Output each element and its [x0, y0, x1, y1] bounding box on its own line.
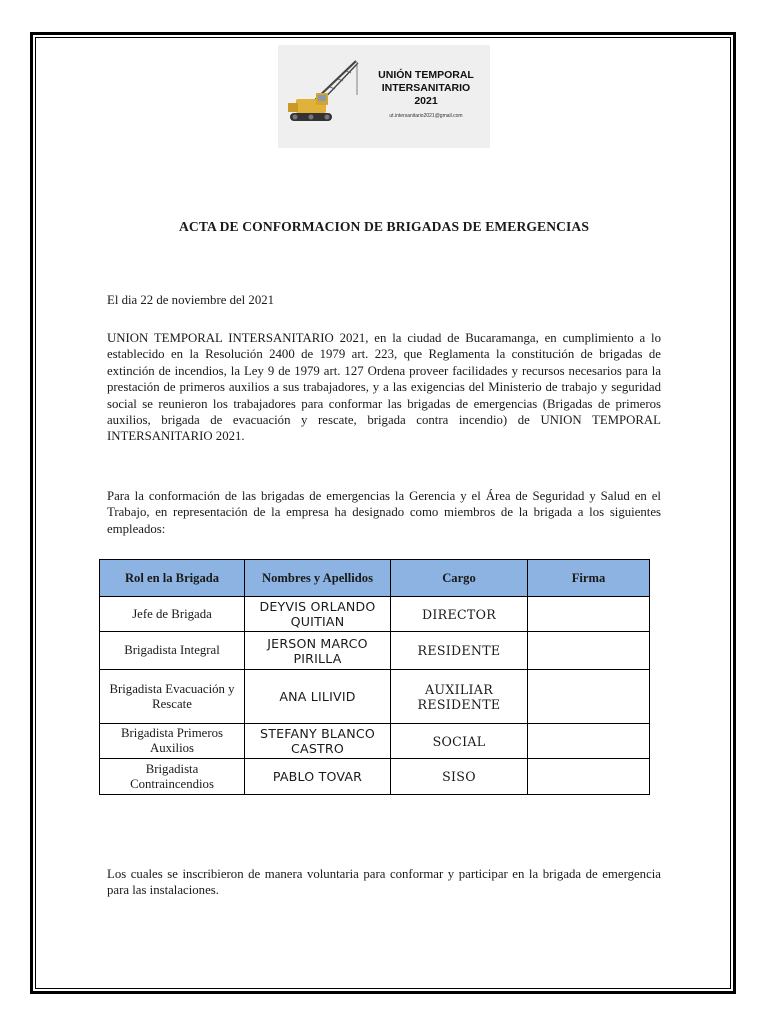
- cell-nombre: DEYVIS ORLANDO QUITIAN: [245, 597, 391, 632]
- cell-rol: Brigadista Primeros Auxilios: [100, 724, 245, 759]
- table-header-row: [100, 560, 650, 597]
- table-row: [100, 724, 650, 759]
- logo-company-name: [366, 69, 486, 108]
- header-nombres: Nombres y Apellidos: [245, 560, 391, 597]
- header-rol: Rol en la Brigada: [100, 560, 245, 597]
- logo-line-1: UNIÓN TEMPORAL: [378, 69, 474, 81]
- cell-rol: Brigadista Evacuación y Rescate: [100, 670, 245, 724]
- cell-cargo: AUXILIAR RESIDENTE: [391, 670, 528, 724]
- cell-cargo: DIRECTOR: [391, 597, 528, 632]
- header-firma: Firma: [528, 560, 650, 597]
- cell-firma: [528, 759, 650, 795]
- header-cargo: Cargo: [391, 560, 528, 597]
- cell-rol: Jefe de Brigada: [100, 597, 245, 632]
- crane-excavator-icon: [282, 55, 368, 135]
- cell-cargo: SOCIAL: [391, 724, 528, 759]
- document-title: ACTA DE CONFORMACION DE BRIGADAS DE EMERGENCIAS: [178, 219, 590, 234]
- table-row: [100, 759, 650, 795]
- intro-paragraph: UNION TEMPORAL INTERSANITARIO 2021, en la ciudad de Bucaramanga, en cumplimiento a lo establecido en la Resolución 2400 de 1979 art. 223, que Reglamenta la constitución de brigadas de extinción de incendios, la Ley 9 de 1979 art. 127 Ordena proveer facilidades y recursos necesarios para la prestación de primeros auxilios a sus trabajadores, y a las exigencias del Ministerio de trabajo y seguridad social se reunieron los trabajadores para conformar las brigadas de emergencias (Brigadas de primeros auxilios, brigada de evacuación y rescate, brigada contra incendio) de UNION TEMPORAL INTERSANITARIO 2021.: [107, 331, 661, 444]
- company-logo: [278, 45, 490, 148]
- cell-firma: [528, 597, 650, 632]
- cell-nombre: STEFANY BLANCO CASTRO: [245, 724, 391, 759]
- cell-firma: [528, 632, 650, 670]
- cell-rol: Brigadista Contraincendios: [100, 759, 245, 795]
- cell-nombre: JERSON MARCO PIRILLA: [245, 632, 391, 670]
- brigade-table: [99, 559, 650, 795]
- cell-firma: [528, 724, 650, 759]
- table-row: [100, 670, 650, 724]
- logo-line-2: INTERSANITARIO: [381, 82, 471, 94]
- table-row: [100, 632, 650, 670]
- date-line: El dia 22 de noviembre del 2021: [107, 293, 275, 307]
- cell-cargo: RESIDENTE: [391, 632, 528, 670]
- logo-email: ut.intersanitario2021@gmail.com: [389, 113, 463, 119]
- cell-cargo: SISO: [391, 759, 528, 795]
- cell-rol: Brigadista Integral: [100, 632, 245, 670]
- logo-line-3: 2021: [414, 95, 438, 107]
- conformation-paragraph: Para la conformación de las brigadas de emergencias la Gerencia y el Área de Seguridad y Salud en el Trabajo, en representación de la empresa ha designado como miembros de la brigada a los siguientes empleados:: [107, 489, 661, 536]
- closing-paragraph: Los cuales se inscribieron de manera voluntaria para conformar y participar en la brigada de emergencia para las instalaciones.: [107, 867, 661, 898]
- cell-nombre: ANA LILIVID: [245, 670, 391, 724]
- cell-firma: [528, 670, 650, 724]
- cell-nombre: PABLO TOVAR: [245, 759, 391, 795]
- table-row: [100, 597, 650, 632]
